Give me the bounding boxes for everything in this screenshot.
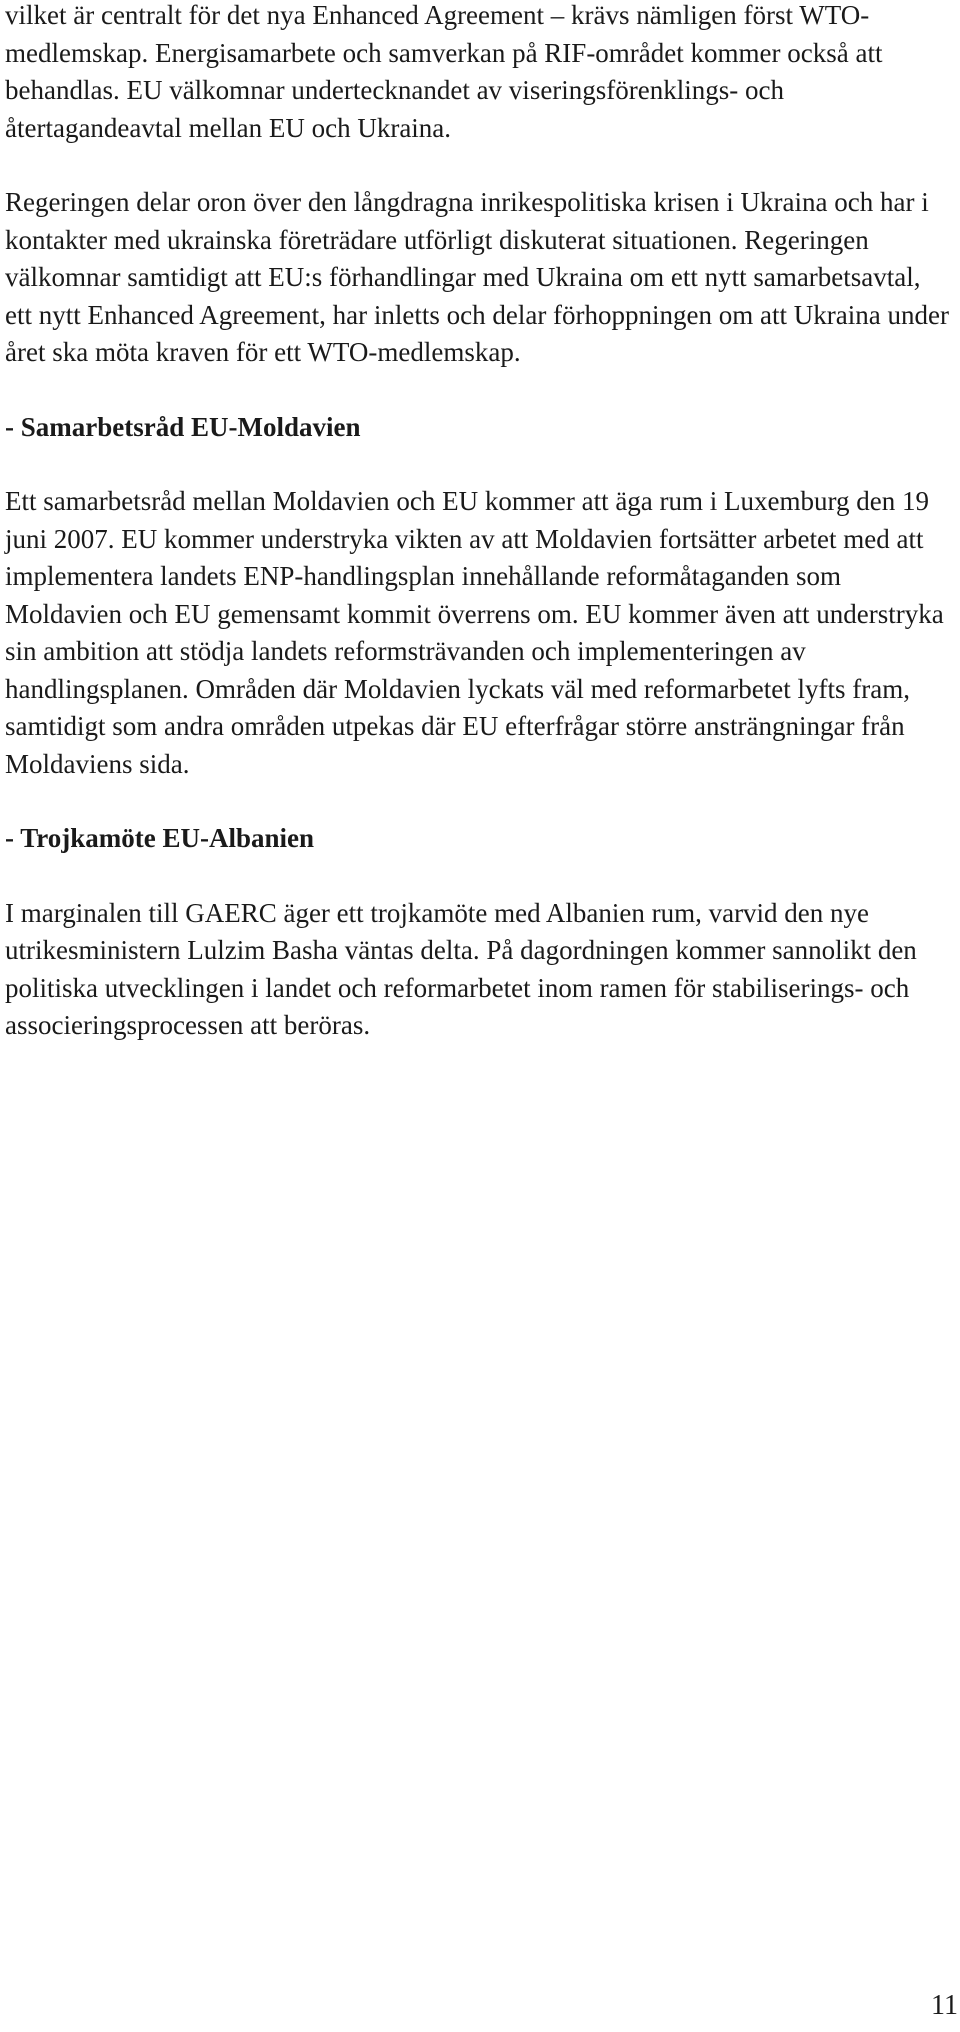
paragraph-moldova: Ett samarbetsråd mellan Moldavien och EU kommer att äga rum i Luxemburg den 19 juni 2007. EU kommer understryka vikten av att Moldavien fortsätter arbetet med att implementera landets ENP-handlingsplan innehållande reformåtaganden som Moldavien och EU gemensamt kommit överrens om. EU kommer även att understryka sin ambition att stödja landets reformsträvanden och implementeringen av handlingsplanen. Områden där Moldavien lyckats väl med reformarbetet lyfts fram, samtidigt som andra områden utpekas där EU efterfrågar större ansträngningar från Moldaviens sida.: [5, 486, 944, 779]
paragraph-albania: I marginalen till GAERC äger ett trojkamöte med Albanien rum, varvid den nye utrikesministern Lulzim Basha väntas delta. På dagordningen kommer sannolikt den politiska utvecklingen i landet och reformarbetet inom ramen för stabiliserings- och associeringsprocessen att beröras.: [5, 897, 917, 1040]
heading-albania: - Trojkamöte EU-Albanien: [5, 823, 315, 853]
heading-moldova: - Samarbetsråd EU-Moldavien: [5, 411, 361, 442]
paragraph-intro: vilket är centralt för det nya Enhanced Agreement – krävs nämligen först WTO-medlemskap. Energisamarbete och samverkan på RIF-området kommer också att behandlas. EU välkomnar undertecknandet av viseringsförenklings- och återtagandeavtal mellan EU och Ukraina.: [5, 0, 883, 143]
paragraph-ukraine: Regeringen delar oron över den långdragna inrikespolitiska krisen i Ukraina och har i kontakter med ukrainska företrädare utförligt diskuterat situationen. Regeringen välkomnar samtidigt att EU:s förhandlingar med Ukraina om ett nytt samarbetsavtal, ett nytt Enhanced Agreement, har inletts och delar förhoppningen om att Ukraina under året ska möta kraven för ett WTO-medlemskap.: [5, 187, 949, 367]
page-number: 11: [931, 1990, 958, 2021]
document-body: [5, 0, 950, 1045]
